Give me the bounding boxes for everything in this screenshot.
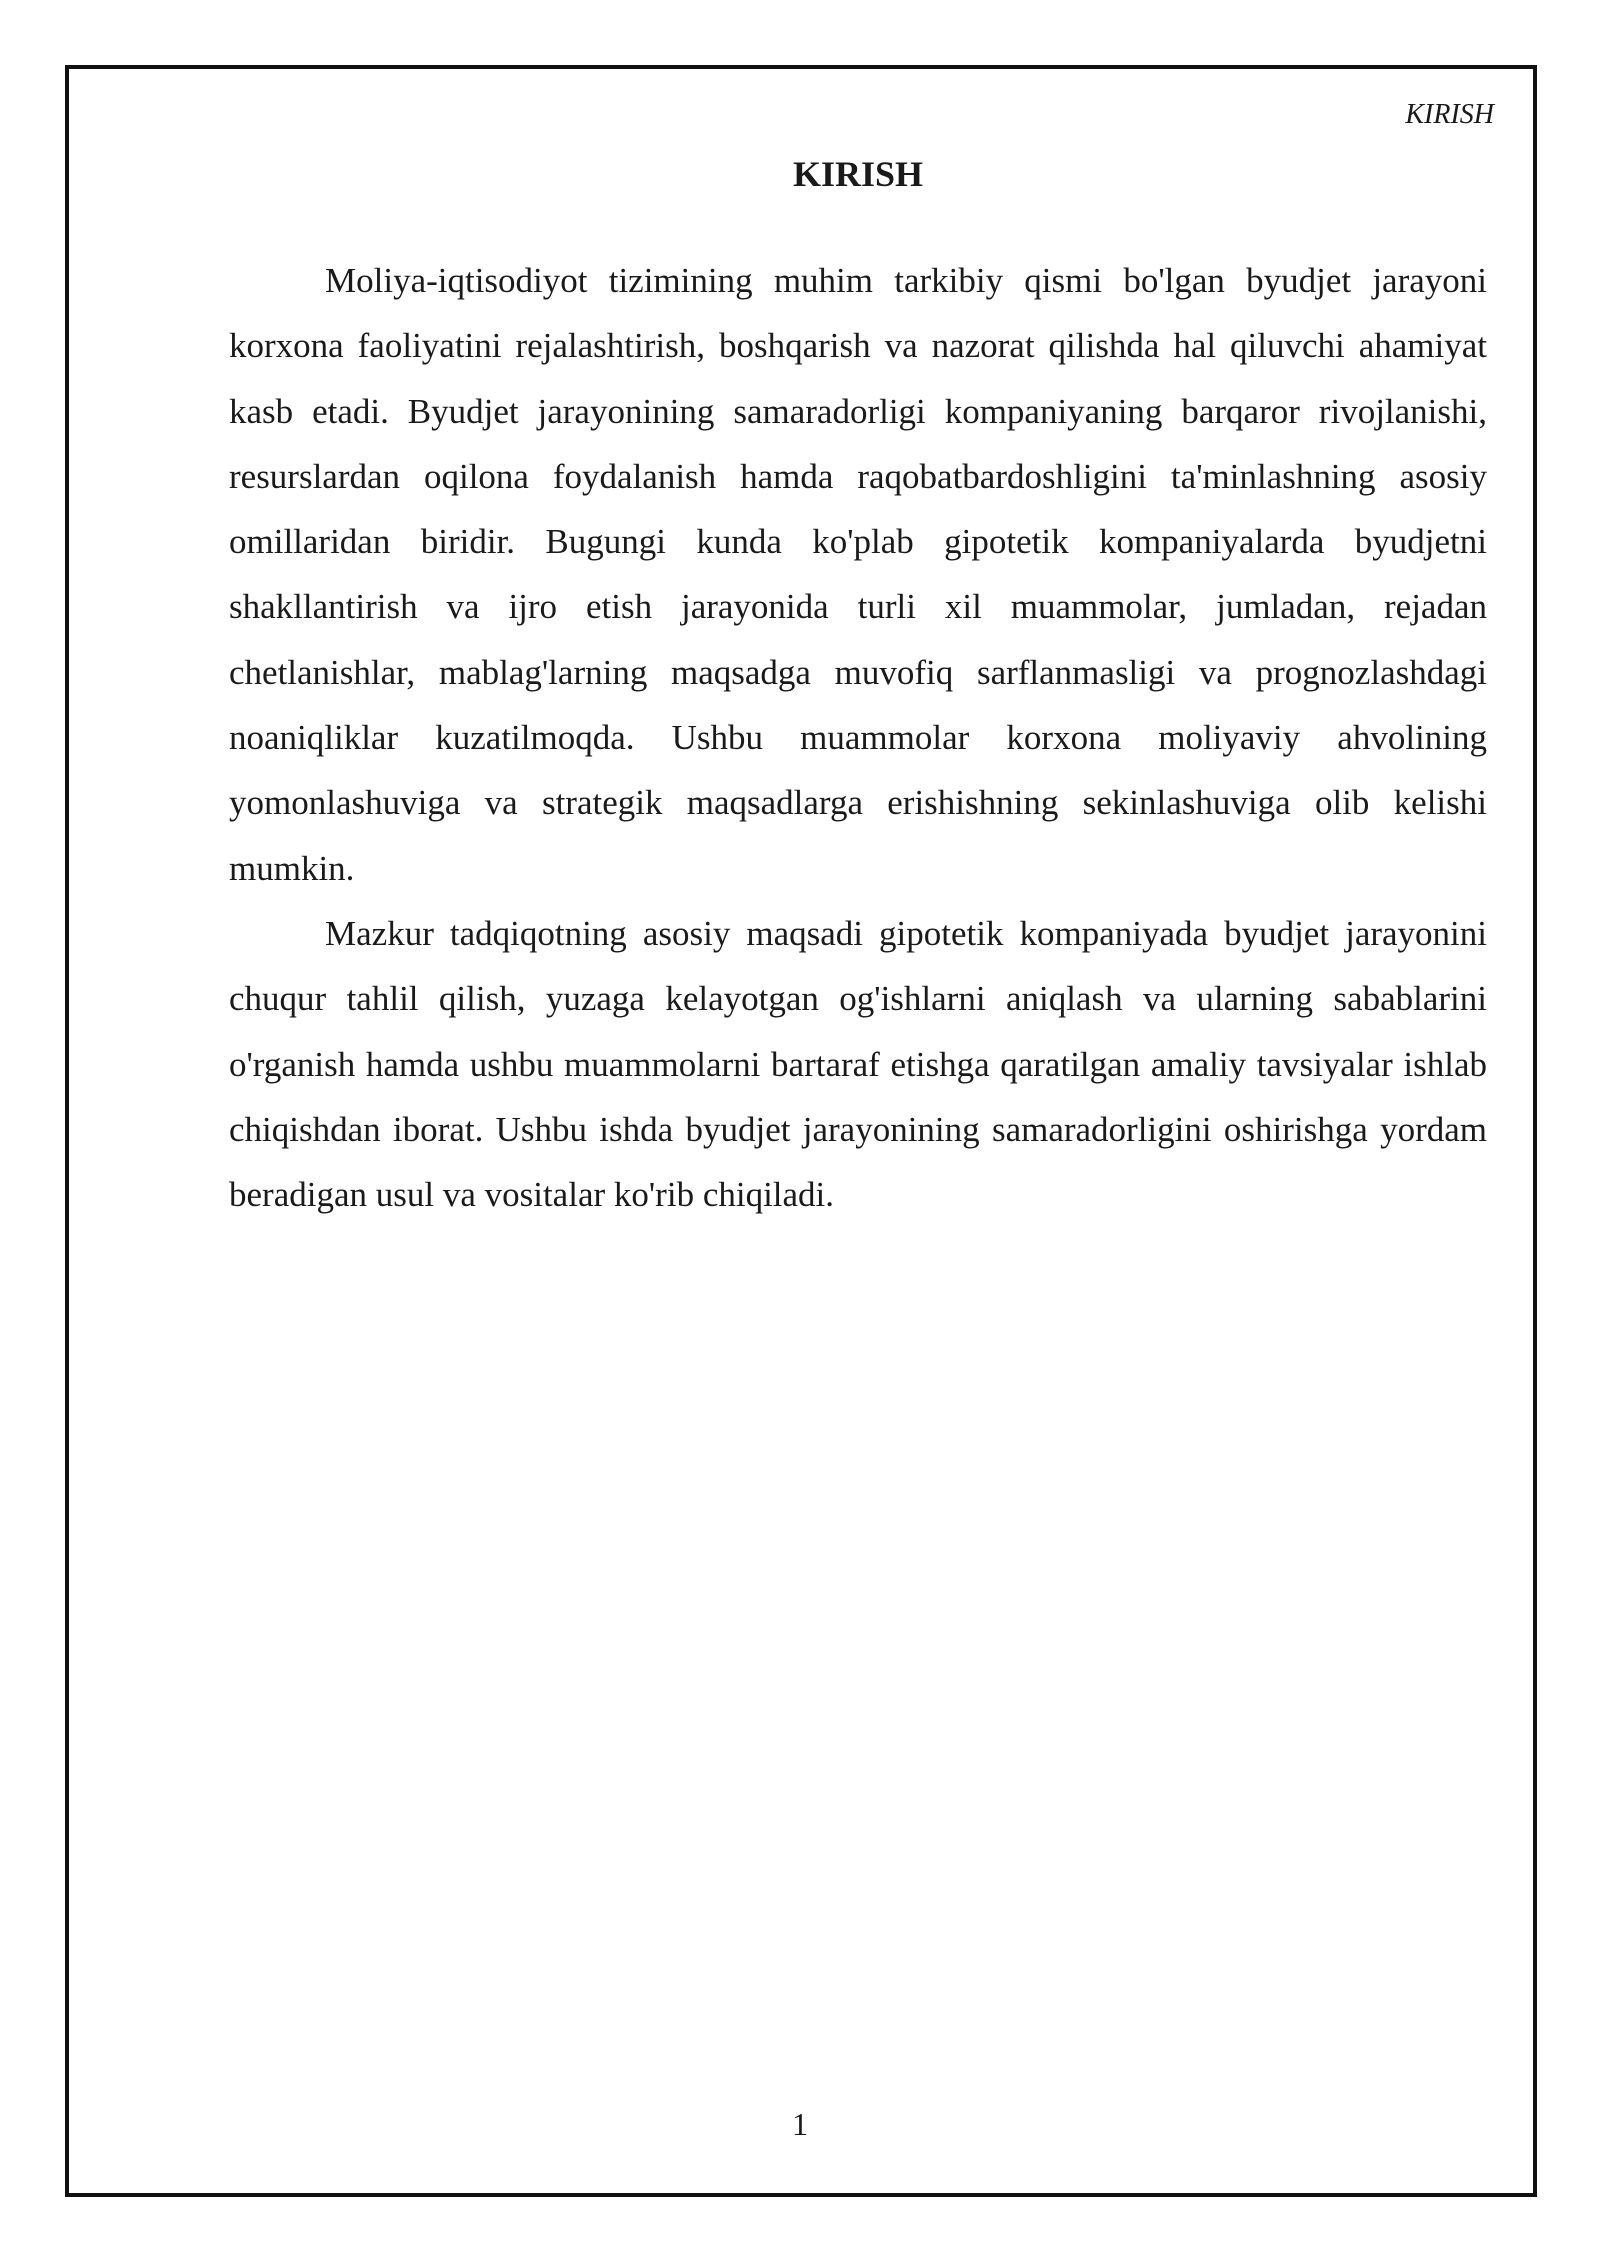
page-title: KIRISH bbox=[792, 154, 924, 194]
paragraph-2: Mazkur tadqiqotning asosiy maqsadi gipotetik kompaniyada byudjet jarayonini chuqur tahlil qilish, yuzaga kelayotgan og'ishlarni aniqlash va ularning sabablarini o'rganish hamda ushbu muammolarni bartaraf etishga qaratilgan amaliy tavsiyalar ishlab chiqishdan iborat. Ushbu ishda byudjet jarayonining samaradorligini oshirishga yordam beradigan usul va vositalar ko'rib chiqiladi. bbox=[229, 913, 1487, 1215]
running-header: KIRISH bbox=[1405, 99, 1494, 130]
body-text bbox=[229, 248, 1487, 1227]
paragraph-1: Moliya-iqtisodiyot tizimining muhim tarkibiy qismi bo'lgan byudjet jarayoni korxona faoliyatini rejalashtirish, boshqarish va nazorat qilishda hal qiluvchi ahamiyat kasb etadi. Byudjet jarayonining samaradorligi kompaniyaning barqaror rivojlanishi, resurslardan oqilona foydalanish hamda raqobatbardoshligini ta'minlashning asosiy omillaridan biridir. Bugungi kunda ko'plab gipotetik kompaniyalarda byudjetni shakllantirish va ijro etish jarayonida turli xil muammolar, jumladan, rejadan chetlanishlar, mablag'larning maqsadga muvofiq sarflanmasligi va prognozlashdagi noaniqliklar kuzatilmoqda. Ushbu muammolar korxona moliyaviy ahvolining yomonlashuviga va strategik maqsadlarga erishishning sekinlashuviga olib kelishi mumkin. bbox=[229, 261, 1487, 888]
page-number: 1 bbox=[792, 2106, 808, 2142]
